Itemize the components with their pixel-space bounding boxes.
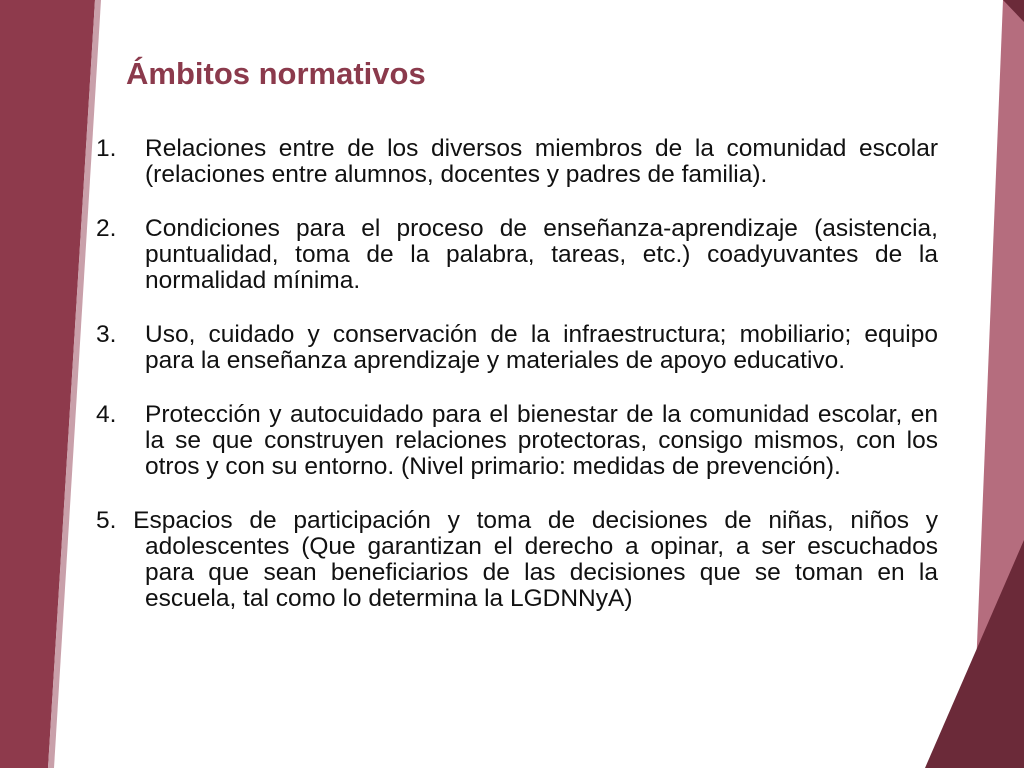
- bottom-right-triangle: [925, 540, 1024, 768]
- list-item: [96, 322, 938, 374]
- list-item-text: Condiciones para el proceso de enseñanza-aprendizaje (asistencia, puntualidad, toma de la palabra, tareas, etc.) coadyuvantes de la normalidad mínima.: [145, 215, 938, 294]
- list-item-text: Protección y autocuidado para el bienestar de la comunidad escolar, en la se que construyen relaciones protectoras, consigo mismos, con los otros y con su entorno. (Nivel primario: medidas de prevención).: [145, 401, 938, 480]
- list-item-number: 1.: [96, 135, 117, 162]
- list-item-number: 2.: [96, 215, 117, 242]
- left-maroon-band: [0, 0, 95, 768]
- list-item-text: Relaciones entre de los diversos miembros de la comunidad escolar (relaciones entre alumnos, docentes y padres de familia).: [145, 135, 938, 188]
- list-item: [96, 402, 938, 480]
- slide-title: Ámbitos normativos: [126, 56, 426, 91]
- list-item: [96, 508, 938, 612]
- list-item: [96, 216, 938, 294]
- list-item-number: 3.: [96, 321, 117, 348]
- list-item: [96, 136, 938, 188]
- list-item-number: 4.: [96, 401, 117, 428]
- norms-list: [96, 136, 938, 640]
- list-item-text: Uso, cuidado y conservación de la infraestructura; mobiliario; equipo para la enseñanza aprendizaje y materiales de apoyo educativo.: [145, 321, 938, 374]
- list-item-text: 5. Espacios de participación y toma de decisiones de niñas, niños y adolescentes (Que garantizan el derecho a opinar, a ser escuchados para que sean beneficiarios de las decisiones que se toman en la escuela, tal como lo determina la LGDNNyA): [96, 507, 938, 612]
